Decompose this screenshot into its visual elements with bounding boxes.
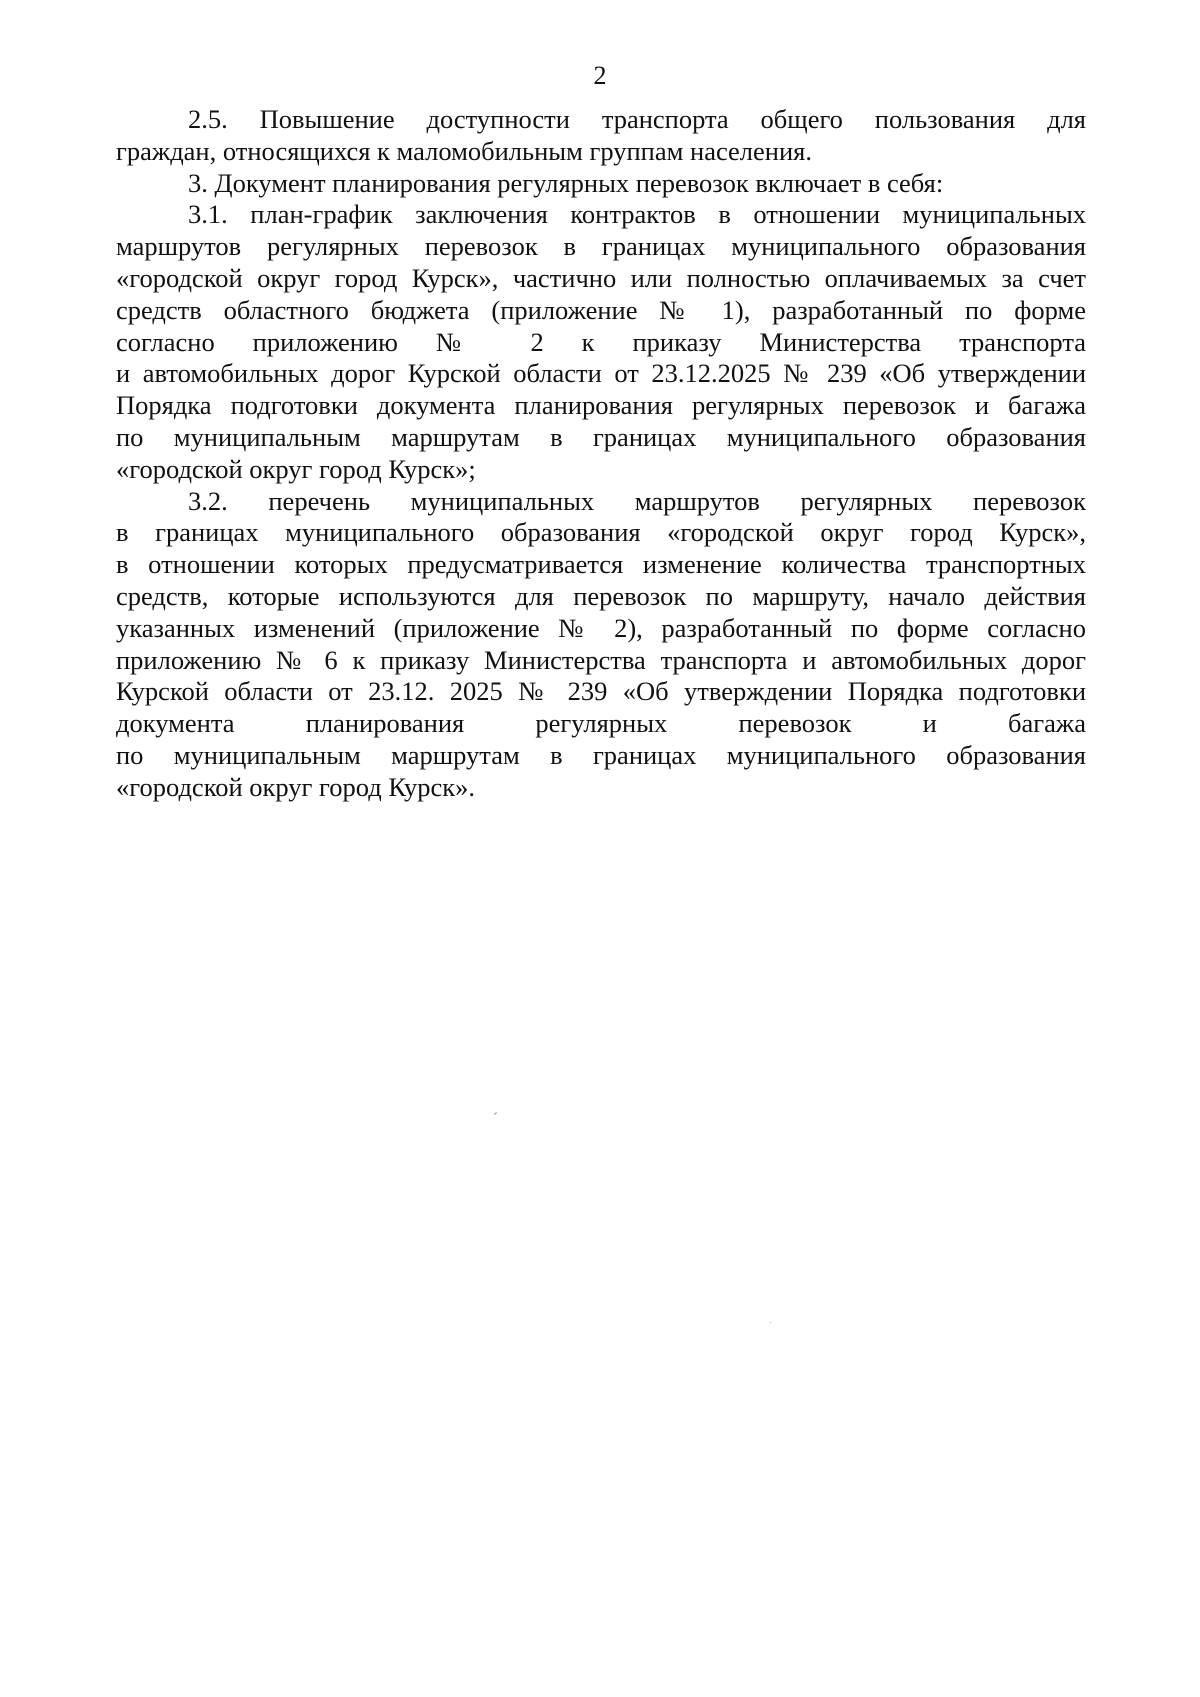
text-line: Порядка подготовки документа планирования регулярных перевозок и багажа bbox=[116, 390, 1086, 421]
text-line: и автомобильных дорог Курской области от 23.12.2025 № 239 «Об утверждении bbox=[116, 358, 1086, 389]
text-line: 3. Документ планирования регулярных перевозок включает в себя: bbox=[188, 167, 944, 198]
scan-speck bbox=[770, 1322, 771, 1323]
scan-speck bbox=[494, 1112, 497, 1115]
text-line: приложению № 6 к приказу Министерства транспорта и автомобильных дорог bbox=[116, 644, 1086, 675]
text-line: в границах муниципального образования «городской округ город Курск», bbox=[116, 517, 1086, 548]
text-line: 3.2. перечень муниципальных маршрутов регулярных перевозок bbox=[188, 485, 1086, 516]
paragraph-2-5 bbox=[116, 104, 1086, 168]
text-line: средств, которые используются для перевозок по маршруту, начало действия bbox=[116, 580, 1086, 611]
page-number: 2 bbox=[593, 61, 607, 90]
text-line: согласно приложению № 2 к приказу Министерства транспорта bbox=[116, 326, 1086, 357]
paragraph-3-1 bbox=[116, 199, 1086, 485]
text-line: средств областного бюджета (приложение № 1), разработанный по форме bbox=[116, 294, 1086, 325]
text-line: по муниципальным маршрутам в границах муниципального образования bbox=[116, 739, 1086, 770]
text-line: по муниципальным маршрутам в границах муниципального образования bbox=[116, 421, 1086, 452]
text-line: 3.1. план-график заключения контрактов в отношении муниципальных bbox=[188, 199, 1086, 230]
text-line: граждан, относящихся к маломобильным группам населения. bbox=[116, 135, 812, 166]
text-line: документа планирования регулярных перевозок и багажа bbox=[116, 708, 1086, 739]
text-line: «городской округ город Курск», частично или полностью оплачиваемых за счет bbox=[116, 262, 1086, 293]
text-line: 2.5. Повышение доступности транспорта общего пользования для bbox=[188, 104, 1086, 134]
text-line: Курской области от 23.12. 2025 № 239 «Об утверждении Порядка подготовки bbox=[116, 676, 1086, 707]
text-line: маршрутов регулярных перевозок в границах муниципального образования bbox=[116, 231, 1086, 262]
text-line: «городской округ город Курск». bbox=[116, 771, 476, 802]
text-line: указанных изменений (приложение № 2), разработанный по форме согласно bbox=[116, 612, 1086, 643]
document-body bbox=[116, 104, 1086, 804]
paragraph-3 bbox=[116, 168, 1086, 200]
text-line: «городской округ город Курск»; bbox=[116, 453, 476, 484]
paragraph-3-2 bbox=[116, 486, 1086, 804]
text-line: в отношении которых предусматривается изменение количества транспортных bbox=[116, 549, 1086, 580]
